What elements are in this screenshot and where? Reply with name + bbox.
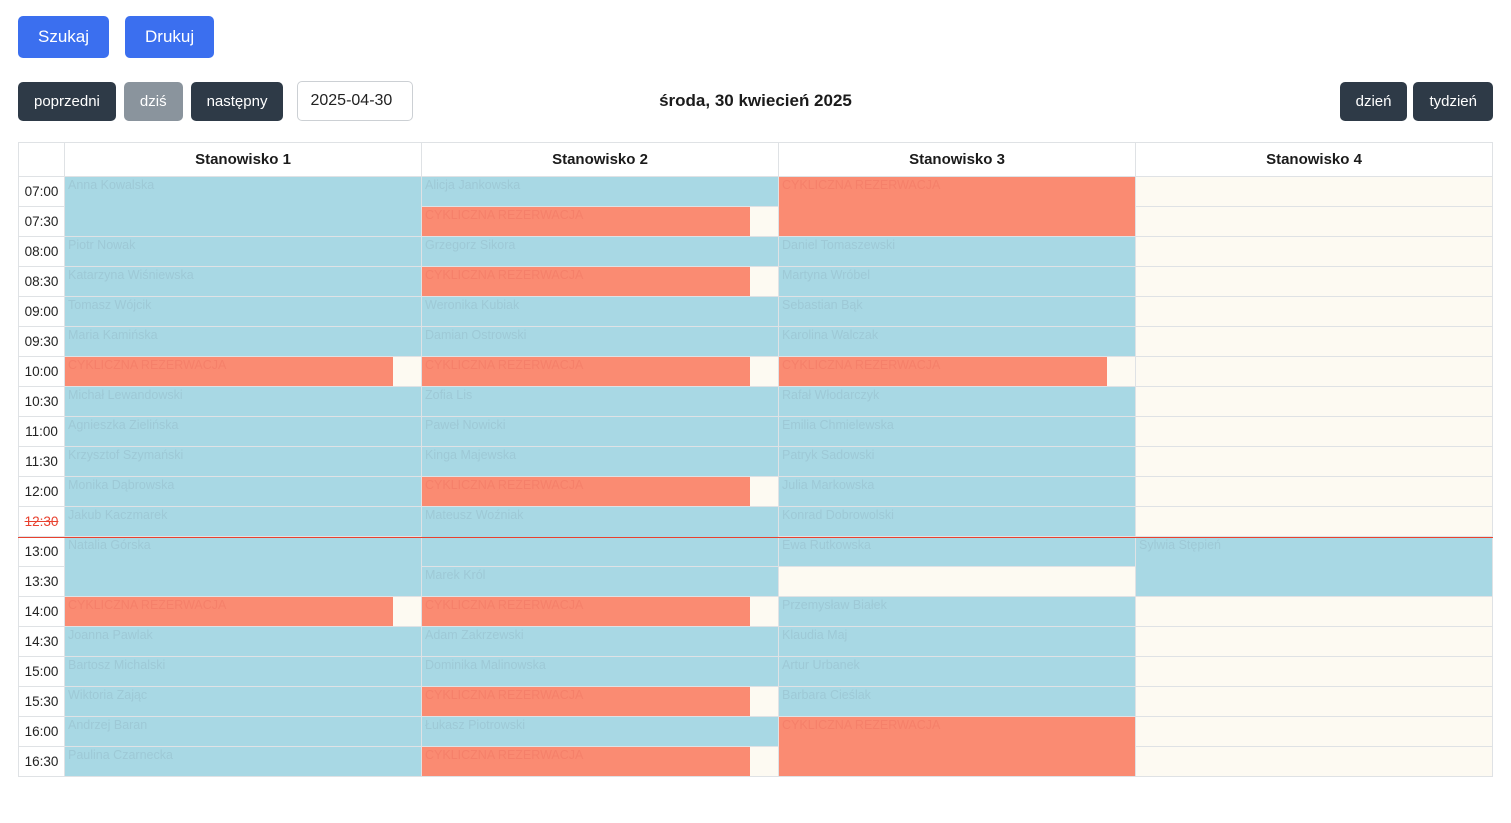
booking-slot[interactable]	[422, 597, 779, 627]
current-time-marker	[18, 537, 1493, 538]
booking-slot[interactable]	[779, 387, 1136, 417]
reservation-entry[interactable]: Piotr Nowak	[65, 237, 421, 266]
booking-slot[interactable]	[422, 657, 779, 687]
time-label: 16:00	[19, 717, 65, 747]
reservation-entry[interactable]: Sylwia Stępień	[1136, 537, 1492, 596]
booking-slot[interactable]	[65, 447, 422, 477]
booking-slot[interactable]	[422, 567, 779, 597]
booking-slot[interactable]	[65, 627, 422, 657]
booking-slot[interactable]	[422, 747, 779, 777]
schedule-body	[19, 177, 1493, 777]
schedule-row	[19, 357, 1493, 387]
booking-slot[interactable]	[422, 627, 779, 657]
booking-slot[interactable]	[65, 237, 422, 267]
recurring-reservation[interactable]: CYKLICZNA REZERWACJA	[422, 207, 750, 236]
booking-slot[interactable]	[779, 267, 1136, 297]
empty-slot[interactable]	[1136, 207, 1493, 237]
reservation-entry[interactable]: Daniel Tomaszewski	[779, 237, 1135, 266]
booking-slot[interactable]	[422, 417, 779, 447]
empty-slot[interactable]	[1136, 267, 1493, 297]
time-label: 14:00	[19, 597, 65, 627]
reservation-entry[interactable]: Klaudia Maj	[779, 627, 1135, 656]
column-header-1: Stanowisko 2	[422, 143, 779, 177]
empty-slot[interactable]	[1136, 327, 1493, 357]
reservation-entry[interactable]: Anna Kowalska	[65, 177, 421, 236]
date-input[interactable]	[297, 81, 413, 121]
booking-slot[interactable]	[65, 177, 422, 237]
schedule-row	[19, 687, 1493, 717]
reservation-entry[interactable]: Wiktoria Zając	[65, 687, 421, 716]
booking-slot[interactable]	[65, 507, 422, 537]
time-column-header	[19, 143, 65, 177]
time-label: 08:00	[19, 237, 65, 267]
booking-slot[interactable]	[779, 627, 1136, 657]
reservation-entry[interactable]: Dominika Malinowska	[422, 657, 778, 686]
recurring-reservation[interactable]: CYKLICZNA REZERWACJA	[422, 687, 750, 716]
reservation-entry[interactable]: Julia Markowska	[779, 477, 1135, 506]
booking-slot[interactable]	[422, 177, 779, 207]
reservation-entry[interactable]: Grzegorz Sikora	[422, 237, 778, 266]
time-label: 07:30	[19, 207, 65, 237]
booking-slot[interactable]	[422, 327, 779, 357]
booking-slot[interactable]	[779, 417, 1136, 447]
schedule-container	[0, 142, 1511, 777]
reservation-entry[interactable]: Martyna Wróbel	[779, 267, 1135, 296]
reservation-entry[interactable]: Joanna Pawlak	[65, 627, 421, 656]
reservation-entry[interactable]: Katarzyna Wiśniewska	[65, 267, 421, 296]
booking-slot[interactable]	[1136, 537, 1493, 597]
booking-slot[interactable]	[779, 237, 1136, 267]
booking-slot[interactable]	[65, 537, 422, 597]
calendar-nav	[0, 80, 1511, 122]
reservation-entry[interactable]: Sebastian Bąk	[779, 297, 1135, 326]
reservation-entry[interactable]: Krzysztof Szymański	[65, 447, 421, 476]
booking-slot[interactable]	[65, 747, 422, 777]
booking-slot[interactable]	[779, 477, 1136, 507]
reservation-entry[interactable]: Damian Ostrowski	[422, 327, 778, 356]
reservation-entry[interactable]: Monika Dąbrowska	[65, 477, 421, 506]
booking-slot[interactable]	[422, 267, 779, 297]
empty-slot[interactable]	[1136, 687, 1493, 717]
booking-slot[interactable]	[779, 447, 1136, 477]
time-label: 11:00	[19, 417, 65, 447]
booking-slot[interactable]	[779, 597, 1136, 627]
schedule-row	[19, 627, 1493, 657]
column-header-2: Stanowisko 3	[779, 143, 1136, 177]
time-label: 07:00	[19, 177, 65, 207]
booking-slot[interactable]	[65, 477, 422, 507]
empty-slot[interactable]	[1136, 447, 1493, 477]
schedule-row	[19, 717, 1493, 747]
reservation-entry[interactable]: Rafał Włodarczyk	[779, 387, 1135, 416]
booking-slot[interactable]	[422, 387, 779, 417]
time-label: 12:30	[19, 507, 65, 537]
reservation-entry[interactable]: Adam Zakrzewski	[422, 627, 778, 656]
reservation-entry[interactable]: Karolina Walczak	[779, 327, 1135, 356]
empty-slot[interactable]	[1136, 297, 1493, 327]
time-label: 09:00	[19, 297, 65, 327]
booking-slot[interactable]	[65, 387, 422, 417]
booking-slot[interactable]	[422, 357, 779, 387]
empty-slot[interactable]	[1136, 477, 1493, 507]
next-day-button[interactable]: następny	[191, 82, 284, 121]
recurring-reservation[interactable]: CYKLICZNA REZERWACJA	[779, 177, 1135, 236]
empty-slot[interactable]	[1136, 717, 1493, 747]
time-label: 11:30	[19, 447, 65, 477]
schedule-row	[19, 477, 1493, 507]
reservation-entry[interactable]: Alicja Jankowska	[422, 177, 778, 206]
schedule-table	[18, 142, 1493, 777]
booking-slot[interactable]	[779, 327, 1136, 357]
recurring-reservation[interactable]: CYKLICZNA REZERWACJA	[422, 597, 750, 626]
reservation-entry[interactable]: Michał Lewandowski	[65, 387, 421, 416]
time-label: 08:30	[19, 267, 65, 297]
time-label: 16:30	[19, 747, 65, 777]
booking-slot[interactable]	[65, 417, 422, 447]
booking-slot[interactable]	[65, 297, 422, 327]
time-label: 13:00	[19, 537, 65, 567]
booking-slot[interactable]	[65, 327, 422, 357]
empty-slot[interactable]	[1136, 627, 1493, 657]
recurring-reservation[interactable]: CYKLICZNA REZERWACJA	[779, 717, 1135, 776]
booking-slot[interactable]	[65, 357, 422, 387]
nav-right-group	[1340, 82, 1493, 121]
empty-slot[interactable]	[1136, 507, 1493, 537]
reservation-entry[interactable]: Patryk Sadowski	[779, 447, 1135, 476]
reservation-entry[interactable]: Barbara Cieślak	[779, 687, 1135, 716]
header-row	[19, 143, 1493, 177]
print-button[interactable]: Drukuj	[125, 16, 214, 58]
empty-slot[interactable]	[1136, 357, 1493, 387]
booking-slot[interactable]	[422, 447, 779, 477]
booking-slot[interactable]	[779, 687, 1136, 717]
recurring-reservation[interactable]: CYKLICZNA REZERWACJA	[779, 357, 1107, 386]
reservation-entry[interactable]: Kinga Majewska	[422, 447, 778, 476]
time-label: 15:30	[19, 687, 65, 717]
empty-slot[interactable]	[1136, 387, 1493, 417]
schedule-header	[19, 143, 1493, 177]
empty-slot[interactable]	[779, 567, 1136, 597]
time-label: 14:30	[19, 627, 65, 657]
reservation-entry[interactable]: Ewa Rutkowska	[779, 537, 1135, 566]
reservation-entry[interactable]: Jakub Kaczmarek	[65, 507, 421, 536]
search-button[interactable]: Szukaj	[18, 16, 109, 58]
schedule-row	[19, 387, 1493, 417]
empty-slot[interactable]	[1136, 237, 1493, 267]
view-week-button[interactable]: tydzień	[1413, 82, 1493, 121]
recurring-reservation[interactable]: CYKLICZNA REZERWACJA	[422, 747, 750, 776]
schedule-row	[19, 747, 1493, 777]
schedule-row	[19, 297, 1493, 327]
reservation-entry[interactable]: Andrzej Baran	[65, 717, 421, 746]
booking-slot[interactable]	[422, 717, 779, 747]
toolbar	[0, 0, 1511, 58]
schedule-row	[19, 237, 1493, 267]
reservation-entry[interactable]: Marek Król	[422, 567, 778, 596]
reservation-entry[interactable]: Natalia Górska	[65, 537, 421, 596]
booking-slot[interactable]	[65, 657, 422, 687]
schedule-row	[19, 417, 1493, 447]
recurring-reservation[interactable]: CYKLICZNA REZERWACJA	[422, 267, 750, 296]
booking-slot[interactable]	[779, 297, 1136, 327]
reservation-entry[interactable]: Weronika Kubiak	[422, 297, 778, 326]
recurring-reservation[interactable]: CYKLICZNA REZERWACJA	[422, 357, 750, 386]
reservation-entry[interactable]: Zofia Lis	[422, 387, 778, 416]
view-day-button[interactable]: dzień	[1340, 82, 1408, 121]
booking-slot[interactable]	[779, 657, 1136, 687]
booking-slot[interactable]	[779, 507, 1136, 537]
previous-day-button[interactable]: poprzedni	[18, 82, 116, 121]
booking-slot[interactable]	[65, 687, 422, 717]
booking-slot[interactable]	[422, 207, 779, 237]
column-header-0: Stanowisko 1	[65, 143, 422, 177]
reservation-entry[interactable]: Przemysław Białek	[779, 597, 1135, 626]
reservation-entry[interactable]: Bartosz Michalski	[65, 657, 421, 686]
schedule-row	[19, 267, 1493, 297]
recurring-reservation[interactable]: CYKLICZNA REZERWACJA	[422, 477, 750, 506]
booking-slot[interactable]	[65, 267, 422, 297]
column-header-3: Stanowisko 4	[1136, 143, 1493, 177]
booking-slot[interactable]	[779, 357, 1136, 387]
reservation-entry[interactable]: Maria Kamińska	[65, 327, 421, 356]
reservation-entry[interactable]: Tomasz Wójcik	[65, 297, 421, 326]
time-label: 13:30	[19, 567, 65, 597]
time-label: 15:00	[19, 657, 65, 687]
booking-slot[interactable]	[65, 717, 422, 747]
reservation-entry[interactable]: Konrad Dobrowolski	[779, 507, 1135, 536]
empty-slot[interactable]	[1136, 417, 1493, 447]
empty-slot[interactable]	[1136, 597, 1493, 627]
reservation-entry[interactable]: Paulina Czarnecka	[65, 747, 421, 776]
reservation-entry[interactable]: Emilia Chmielewska	[779, 417, 1135, 446]
schedule-row	[19, 597, 1493, 627]
schedule-row	[19, 657, 1493, 687]
empty-slot[interactable]	[1136, 657, 1493, 687]
recurring-reservation[interactable]: CYKLICZNA REZERWACJA	[65, 357, 393, 386]
nav-left-group	[18, 81, 413, 121]
schedule-row	[19, 507, 1493, 537]
time-label: 12:00	[19, 477, 65, 507]
booking-slot[interactable]	[422, 687, 779, 717]
booking-slot[interactable]	[779, 177, 1136, 237]
reservation-entry[interactable]: Mateusz Woźniak	[422, 507, 778, 566]
schedule-row	[19, 447, 1493, 477]
reservation-entry[interactable]: Paweł Nowicki	[422, 417, 778, 446]
reservation-entry[interactable]: Agnieszka Zielińska	[65, 417, 421, 446]
schedule-row	[19, 327, 1493, 357]
time-label: 10:30	[19, 387, 65, 417]
current-date-title: środa, 30 kwiecień 2025	[659, 91, 852, 110]
recurring-reservation[interactable]: CYKLICZNA REZERWACJA	[65, 597, 393, 626]
booking-slot[interactable]	[422, 297, 779, 327]
time-label: 10:00	[19, 357, 65, 387]
empty-slot[interactable]	[1136, 747, 1493, 777]
schedule-row	[19, 177, 1493, 207]
booking-slot[interactable]	[779, 717, 1136, 777]
booking-slot[interactable]	[422, 237, 779, 267]
today-button[interactable]: dziś	[124, 82, 183, 121]
reservation-entry[interactable]: Łukasz Piotrowski	[422, 717, 778, 746]
time-label: 09:30	[19, 327, 65, 357]
reservation-entry[interactable]: Artur Urbanek	[779, 657, 1135, 686]
booking-slot[interactable]	[65, 597, 422, 627]
booking-slot[interactable]	[422, 477, 779, 507]
booking-slot[interactable]	[779, 537, 1136, 567]
empty-slot[interactable]	[1136, 177, 1493, 207]
